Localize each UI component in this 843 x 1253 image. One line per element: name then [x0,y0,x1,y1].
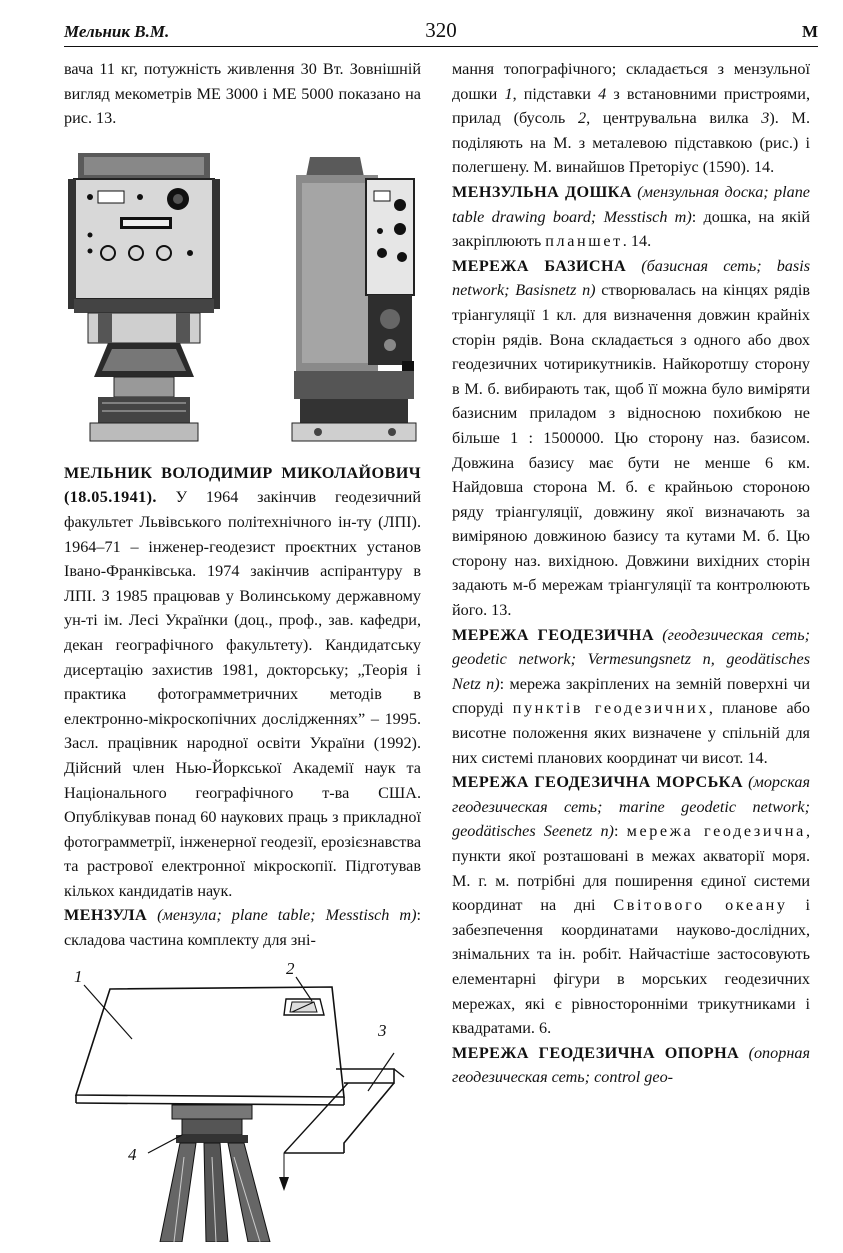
entry-text: : [613,822,627,841]
entry-melnyk-text: У 1964 закінчив геодезичний факультет Львівського політехнічного ін-ту (ЛПІ). 1964–71 – інженер-геодезист проєктних установ Івано-Франківська. 1974 закінчив аспірантуру в ЛПІ. З 1985 працював у Волинському державному ун-ті ім. Лесі Українки (доц., проф., зав. кафедри, декан географічного факультету). Кандидатську дисертацію захистив 1981, докторську; „Теорія і практика фотограмметричних методів в електронно-мікроскопічних дослідженнях” – 1995. Засл. працівник народної освіти України (1992). Дійсний член Нью-Йоркської Академії наук та Національного географічного т-ва США. Опублікував понад 60 наукових праць з прикладної фотограмметрії, інженерної геодезії, ерозієзнавства та растрової електронної мікроскопії. Підготував кількох кандидатів наук. [64,488,421,900]
entry-text: і забезпечення координатами науково-дослідних, знімальних та ін. робіт. Найчастіше застосовують елементарні фігури в морських геодезичних мережах, які є рівносторонніми трикутниками і квадратами. 6. [452,896,811,1038]
ref-number: 1 [504,84,513,103]
entry-menzula-term: МЕНЗУЛА [64,906,148,925]
header-letter: М [801,22,818,41]
entry-term: МЕРЕЖА ГЕОДЕЗИЧНА МОРСЬКА [452,773,743,792]
cross-reference: планшет [545,232,623,251]
entry-synonyms: (морская геодезическая сеть; marine geodetic network; geodätisches Seenetz n) [452,773,810,841]
entry-menzula [64,903,421,952]
mekometer-me3000-photo [68,149,220,447]
entry-melnyk [64,461,421,904]
entry-merezha-morska [452,770,810,1041]
entry-term: МЕРЕЖА БАЗИСНА [452,256,627,275]
entry-merezha-bazysna [452,254,810,623]
plane-table-drawing [64,957,421,1242]
entry-menzula-synonyms: (мензула; plane table; Messtisch m) [157,906,417,925]
entry-term: МЕРЕЖА ГЕОДЕЗИЧНА [452,625,654,644]
ref-number: 2 [577,109,587,128]
text-run: , підставки [512,84,599,103]
entry-menzula-text: : складова частина комплекту для зні- [64,906,422,950]
header-author: Мельник В.М. [64,22,170,41]
entry-menzulna-doshka [452,180,810,254]
entry-text: створювалась на кінцях рядів тріангуляції 1 кл. для визначення довжин крайніх сторін рядів. Вона складається з одного або двох геодезичних чотирикутників. Найкоротшу сторону в М. б. вибирають так, щоб її можна було виміряти базисним приладом з відносною похибкою не більше 1 : 1500000. Цю сторону наз. базисом. Довжина базису має бути не менше 6 км. Найдовша сторона М. б. є крайньою стороною ряду тріангуляції, довжину якої визначають за виміряною довжиною базису та кутами М. б. Цю сторону наз. вихідною. Довжини вихідних сторін задають м-б мережам тріангуляції та контролюють його. 13. [452,281,810,620]
figure-label-stand: 4 [128,1144,137,1164]
paragraph-continued-right [452,57,810,180]
running-header [64,16,818,46]
entry-synonyms: (мензульная доска; plane table drawing board; Messtisch m) [452,182,810,226]
mekometer-me5000-photo [290,149,420,447]
cross-reference: Світового океану [613,896,788,915]
cross-reference: мережа геодезична [626,822,806,841]
ref-number: 3 [761,109,770,128]
ref-number: 4 [598,84,607,103]
header-rule [64,46,818,47]
entry-text: , планове або висотне положення яких визначене у спільній для них системі планових координат чи висот. 14. [452,699,810,767]
entry-synonyms: (базисная сеть; basis network; Basisnetz n) [452,256,810,300]
right-column [452,57,810,1090]
cross-reference: пунктів геодезичних [512,699,709,718]
mekometer-photos [64,133,421,461]
entry-merezha-geodezychna [452,623,810,771]
entry-text: : мережа закріплених на земній поверхні чи споруді [452,674,810,718]
figure-label-fork: 3 [378,1020,387,1040]
entry-melnyk-term: МЕЛЬНИК ВОЛОДИМИР МИКОЛАЙОВИЧ (18.05.1941). [64,463,421,507]
text-run: , центрувальна вилка [586,109,762,128]
entry-synonyms: (геодезическая сеть; geodetic network; Vermesungsnetz n, geodätisches Netz n) [452,625,810,693]
left-column [64,57,421,1242]
entry-text: , пункти якої розташовані в межах акваторії моря. М. г. м. потрібні для поширення єдиної системи координат на дні [452,822,810,915]
figure-label-compass: 2 [286,958,295,978]
entry-text: : дошка, на якій закріплюють [452,207,810,251]
entry-text: . 14. [622,232,652,251]
entry-term: МЕРЕЖА ГЕОДЕЗИЧНА ОПОРНА [452,1043,740,1062]
entry-merezha-oporna [452,1041,810,1090]
text-run: з встановними пристроями, прилад (бусоль [452,84,810,128]
text-run: ). М. поділяють на М. з металевою підставкою (рис.) і полегшену. М. винайшов Преторіус (1590). 14. [452,109,810,177]
plane-table-figure [64,957,421,1242]
paragraph-continued: вача 11 кг, потужність живлення 30 Вт. Зовнішній вигляд мекометрів МЕ 3000 і МЕ 5000 показано на рис. 13. [64,60,421,128]
figure-label-board: 1 [74,966,83,986]
entry-term: МЕНЗУЛЬНА ДОШКА [452,182,632,201]
entry-synonyms: (опорная геодезическая сеть; control geo- [452,1043,810,1087]
text-run: мання топографічного; складається з мензульної дошки [452,60,810,103]
page-number: 320 [425,18,457,42]
